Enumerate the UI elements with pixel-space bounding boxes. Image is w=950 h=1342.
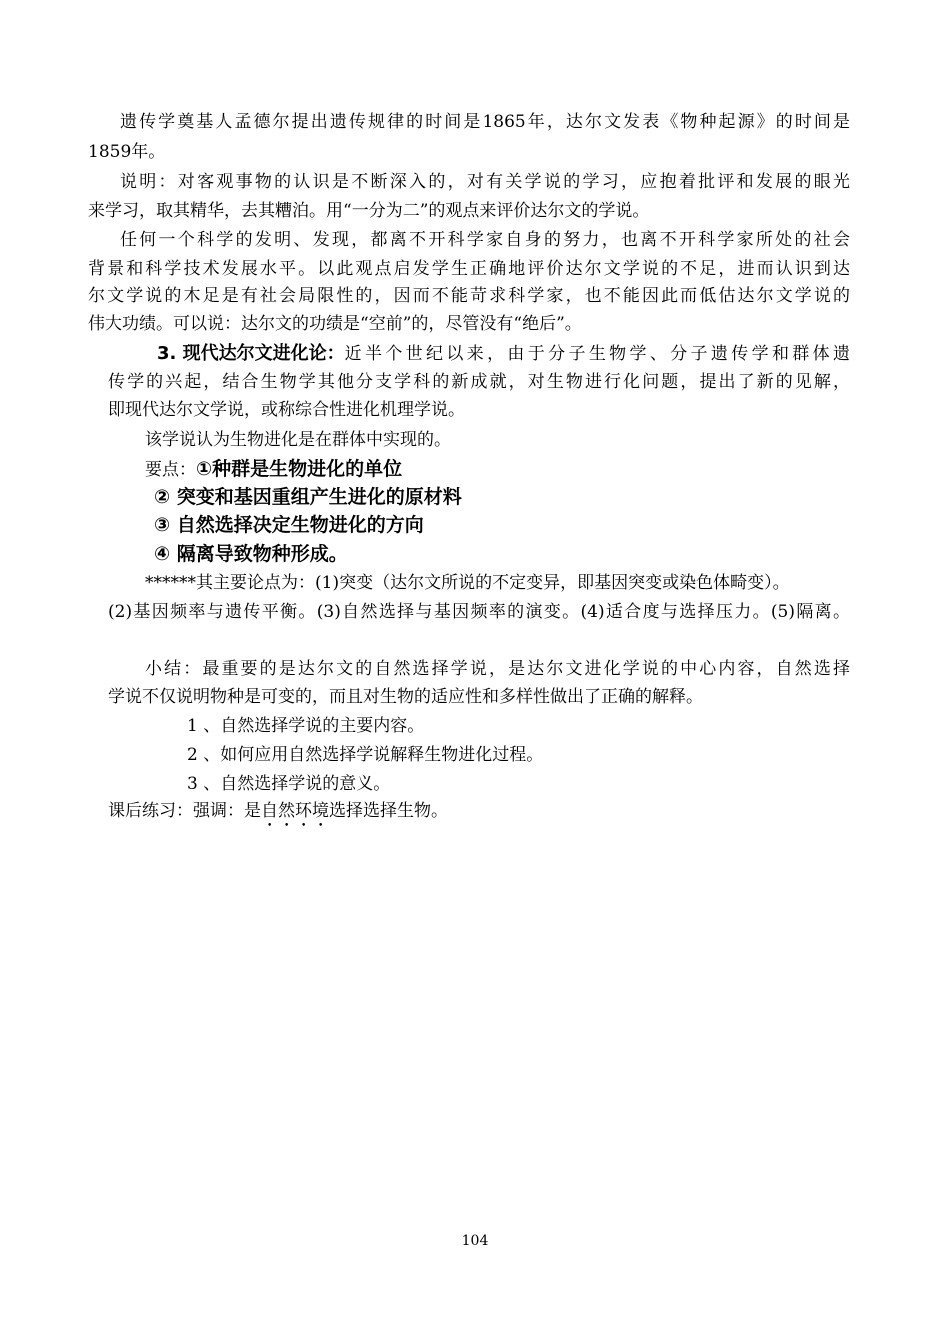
summary-item-1: 1 、自然选择学说的主要内容。 [187,716,425,736]
key-points-label: 要点： [145,460,196,480]
key-point-1: ①种群是生物进化的单位 [196,458,403,480]
homework-emphasis: 自然环境 [261,801,329,821]
paragraph-1-line-2: 1859年。 [88,142,166,162]
paragraph-3-line-3: 尔文学说的木足是有社会局限性的，因而不能苛求科学家，也不能因此而低估达尔文学说的 [88,286,850,306]
section-heading: 3. 现代达尔文进化论： [157,343,345,364]
summary-item-2: 2 、如何应用自然选择学说解释生物进化过程。 [187,745,544,765]
page-number: 104 [461,1233,489,1249]
key-point-3: ③ 自然选择决定生物进化的方向 [154,514,424,536]
paragraph-1-line-1: 遗传学奠基人孟德尔提出遗传规律的时间是1865年，达尔文发表《物种起源》的时间是 [120,112,850,132]
paragraph-4-line-1 [157,344,850,364]
paragraph-3-line-4: 伟大功绩。可以说：达尔文的功绩是“空前”的，尽管没有“绝后”。 [88,314,582,334]
summary-line-1: 小结：最重要的是达尔文的自然选择学说，是达尔文进化学说的中心内容，自然选择 [145,659,850,679]
paragraph-2-line-2: 来学习，取其精华，去其糟泊。用“一分为二”的观点来评价达尔文的学说。 [88,201,650,221]
paragraph-6-line-1: ******其主要论点为：(1)突变（达尔文所说的不定变异，即基因突变或染色体畸变）。 [145,573,790,593]
paragraph-2-line-1: 说明：对客观事物的认识是不断深入的，对有关学说的学习，应抱着批评和发展的眼光 [120,172,850,192]
paragraph-4-line-2: 传学的兴起，结合生物学其他分支学科的新成就，对生物进行化问题，提出了新的见解， [108,372,850,392]
summary-item-3: 3 、自然选择学说的意义。 [187,774,391,794]
summary-line-2: 学说不仅说明物种是可变的，而且对生物的适应性和多样性做出了正确的解释。 [108,687,703,707]
paragraph-5: 该学说认为生物进化是在群体中实现的。 [145,430,451,450]
homework-suffix: 选择选择生物。 [329,801,448,821]
paragraph-3-line-2: 背景和科学技术发展水平。以此观点启发学生正确地评价达尔文学说的不足，进而认识到达 [88,259,850,279]
paragraph-3-line-1: 任何一个科学的发明、发现，都离不开科学家自身的努力，也离不开科学家所处的社会 [120,230,850,250]
key-point-4: ④ 隔离导致物种形成。 [154,543,348,565]
homework-line [108,801,448,831]
paragraph-4-line-1-text: 近半个世纪以来，由于分子生物学、分子遗传学和群体遗 [344,344,850,364]
key-points-line-1 [145,458,402,480]
homework-prefix: 课后练习：强调：是 [108,801,261,821]
paragraph-6-line-2: (2)基因频率与遗传平衡。(3)自然选择与基因频率的演变。(4)适合度与选择压力。(5)隔离。 [108,602,850,622]
paragraph-4-line-3: 即现代达尔文学说，或称综合性进化机理学说。 [108,400,465,420]
key-point-2: ② 突变和基因重组产生进化的原材料 [154,486,462,508]
